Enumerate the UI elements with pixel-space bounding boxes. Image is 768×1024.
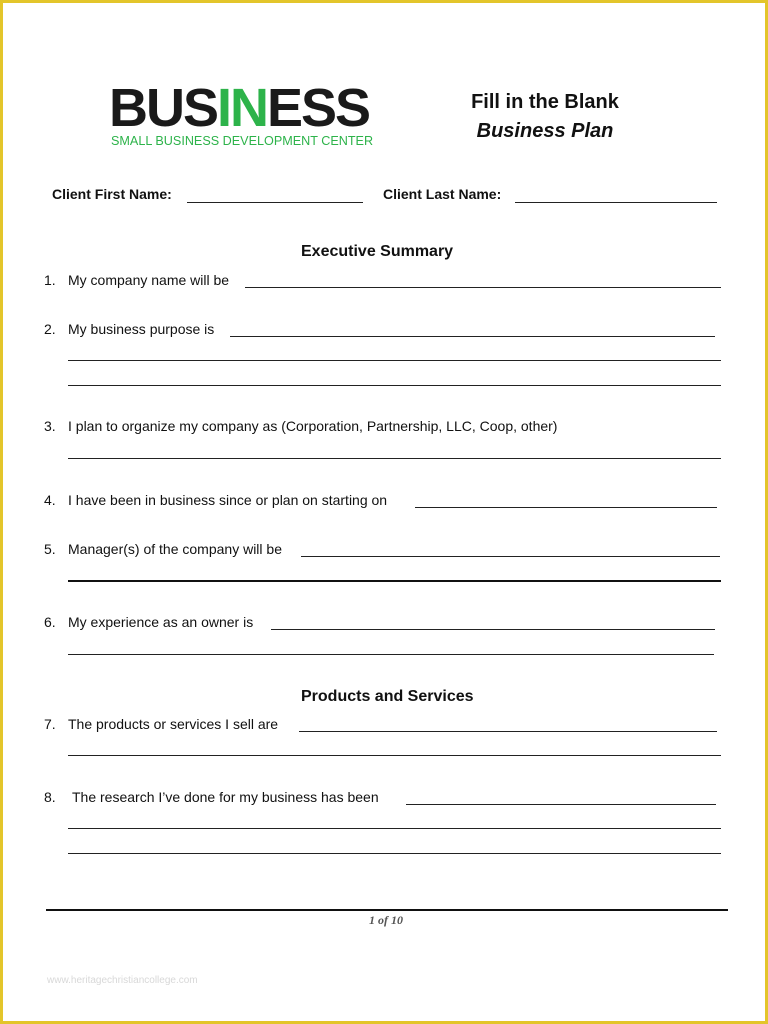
answer-line[interactable] bbox=[68, 755, 721, 756]
question-number: 6. bbox=[44, 614, 56, 630]
answer-line[interactable] bbox=[68, 580, 721, 582]
question-text: My business purpose is bbox=[68, 321, 215, 337]
question-number: 2. bbox=[44, 321, 56, 337]
answer-line[interactable] bbox=[415, 507, 717, 508]
document-subtitle: Business Plan bbox=[476, 120, 614, 142]
question-text: I plan to organize my company as (Corporation, Partnership, LLC, Coop, other) bbox=[68, 418, 558, 434]
logo-word-part1: BUS bbox=[109, 78, 218, 138]
question-number: 4. bbox=[44, 492, 56, 508]
answer-line[interactable] bbox=[245, 287, 721, 288]
answer-line[interactable] bbox=[68, 853, 721, 854]
logo-subtitle: SMALL BUSINESS DEVELOPMENT CENTER bbox=[111, 133, 374, 148]
question-text: The research I’ve done for my business has been bbox=[72, 789, 379, 805]
question-text: I have been in business since or plan on starting on bbox=[68, 492, 388, 508]
question-number: 7. bbox=[44, 716, 56, 732]
answer-line[interactable] bbox=[406, 804, 716, 805]
answer-line[interactable] bbox=[299, 731, 717, 732]
answer-line[interactable] bbox=[68, 654, 714, 655]
answer-line[interactable] bbox=[271, 629, 715, 630]
client-last-name-field[interactable] bbox=[515, 202, 717, 203]
question-number: 5. bbox=[44, 541, 56, 557]
document-title: Fill in the Blank bbox=[471, 91, 619, 113]
logo-word-part2: IN bbox=[217, 78, 268, 138]
footer-divider bbox=[46, 909, 728, 911]
question-text: Manager(s) of the company will be bbox=[68, 541, 282, 557]
question-number: 8. bbox=[44, 789, 56, 805]
question-number: 1. bbox=[44, 272, 56, 288]
question-number: 3. bbox=[44, 418, 56, 434]
section-products-services: Products and Services bbox=[301, 688, 474, 705]
section-executive-summary: Executive Summary bbox=[301, 243, 454, 260]
answer-line[interactable] bbox=[230, 336, 715, 337]
answer-line[interactable] bbox=[68, 360, 721, 361]
watermark: www.heritagechristiancollege.com bbox=[47, 975, 198, 986]
question-text: My experience as an owner is bbox=[68, 614, 254, 630]
client-last-name-label: Client Last Name: bbox=[383, 186, 502, 202]
answer-line[interactable] bbox=[301, 556, 720, 557]
question-text: The products or services I sell are bbox=[68, 716, 279, 732]
question-text: My company name will be bbox=[68, 272, 230, 288]
answer-line[interactable] bbox=[68, 458, 721, 459]
answer-line[interactable] bbox=[68, 385, 721, 386]
page-number: 1 of 10 bbox=[369, 913, 403, 927]
business-logo bbox=[109, 78, 370, 138]
client-first-name-label: Client First Name: bbox=[52, 186, 172, 202]
answer-line[interactable] bbox=[68, 828, 721, 829]
client-first-name-field[interactable] bbox=[187, 202, 363, 203]
logo-word-part3: ESS bbox=[267, 78, 370, 138]
